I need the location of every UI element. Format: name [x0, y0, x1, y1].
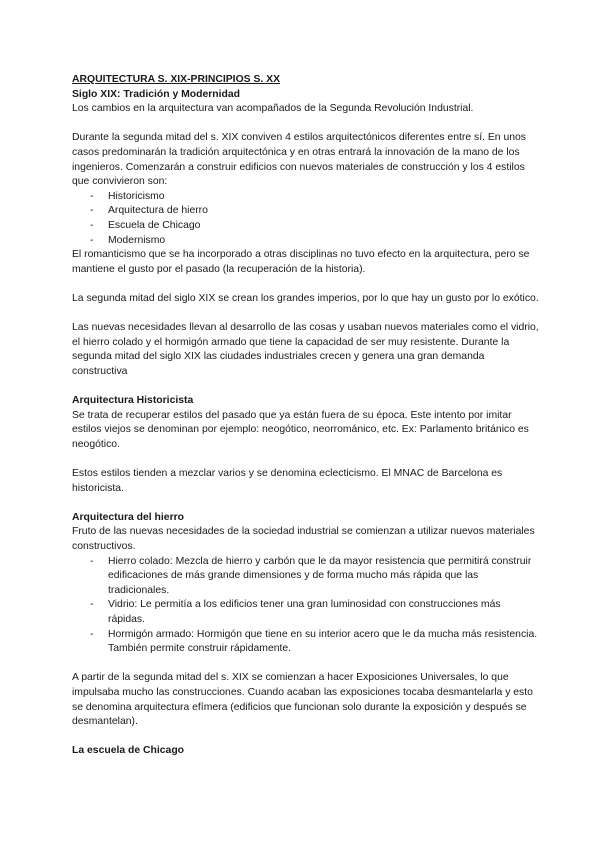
list-item: - Modernismo — [90, 234, 540, 249]
list-item: - Hierro colado: Mezcla de hierro y carbón que le da mayor resistencia que permitirá construir edificaciones de más grande dimensiones y de forma mucho más rápida que las tradicionales. — [90, 555, 540, 599]
hierro-paragraph: Fruto de las nuevas necesidades de la sociedad industrial se comienzan a utilizar nuevos materiales constructivos. — [72, 526, 535, 552]
document-subtitle: Siglo XIX: Tradición y Modernidad — [72, 88, 241, 100]
empires-paragraph: La segunda mitad del siglo XIX se crean los grandes imperios, por lo que hay un gusto por lo exótico. — [72, 292, 539, 304]
document-title: ARQUITECTURA S. XIX-PRINCIPIOS S. XX — [72, 74, 281, 85]
intro-paragraph: Los cambios en la arquitectura van acompañados de la Segunda Revolución Industrial. — [72, 103, 474, 115]
section-heading-chicago: La escuela de Chicago — [72, 745, 185, 757]
materials-list — [72, 555, 540, 657]
list-item: - Vidrio: Le permitía a los edificios tener una gran luminosidad con construcciones más rápidas. — [90, 598, 540, 627]
list-item: - Escuela de Chicago — [90, 219, 540, 234]
section-heading-hierro: Arquitectura del hierro — [72, 511, 185, 523]
romanticism-paragraph: El romanticismo que se ha incorporado a otras disciplinas no tuvo efecto en la arquitectura, pero se mantiene el gusto por el pasado (la recuperación de la historia). — [72, 249, 530, 275]
list-item: - Arquitectura de hierro — [90, 204, 540, 219]
styles-paragraph: Durante la segunda mitad del s. XIX conviven 4 estilos arquitectónicos diferentes entre sí. En unos casos predominarán la tradición arquitectónica y en otras entrará la innovación de la mano de los ingenieros. Comenzarán a construir edificios con nuevos materiales de construcción y los 4 estilos que convivieron son: — [72, 132, 526, 188]
historicista-paragraph: Se trata de recuperar estilos del pasado que ya están fuera de su época. Este intento por imitar estilos viejos se denominan por ejemplo: neogótico, neorrománico, etc. Ex: Parlamento británico es neogótico. — [72, 409, 529, 450]
list-item: - Historicismo — [90, 190, 540, 205]
materials-paragraph: Las nuevas necesidades llevan al desarrollo de las cosas y usaban nuevos materiales como el vidrio, el hierro colado y el hormigón armado que tiene la capacidad de ser muy resistente. Durante la segunda mitad del siglo XIX las ciudades industriales crecen y genera una gran demanda constructiva — [72, 322, 539, 377]
section-heading-historicista: Arquitectura Historicista — [72, 395, 194, 407]
eclecticismo-paragraph: Estos estilos tienden a mezclar varios y se denomina eclecticismo. El MNAC de Barcelona es historicista. — [72, 468, 503, 494]
list-item: - Hormigón armado: Hormigón que tiene en su interior acero que le da mucha más resistencia. También permite construir rápidamente. — [90, 628, 540, 657]
exposiciones-paragraph: A partir de la segunda mitad del s. XIX se comienzan a hacer Exposiciones Universales, lo que impulsaba mucho las construcciones. Cuando acaban las exposiciones tocaba desmantelarla y esto se denomina arquitectura efímera (edificios que funcionan solo durante la exposición y después se desmantelan). — [72, 672, 533, 728]
styles-list — [72, 190, 540, 248]
